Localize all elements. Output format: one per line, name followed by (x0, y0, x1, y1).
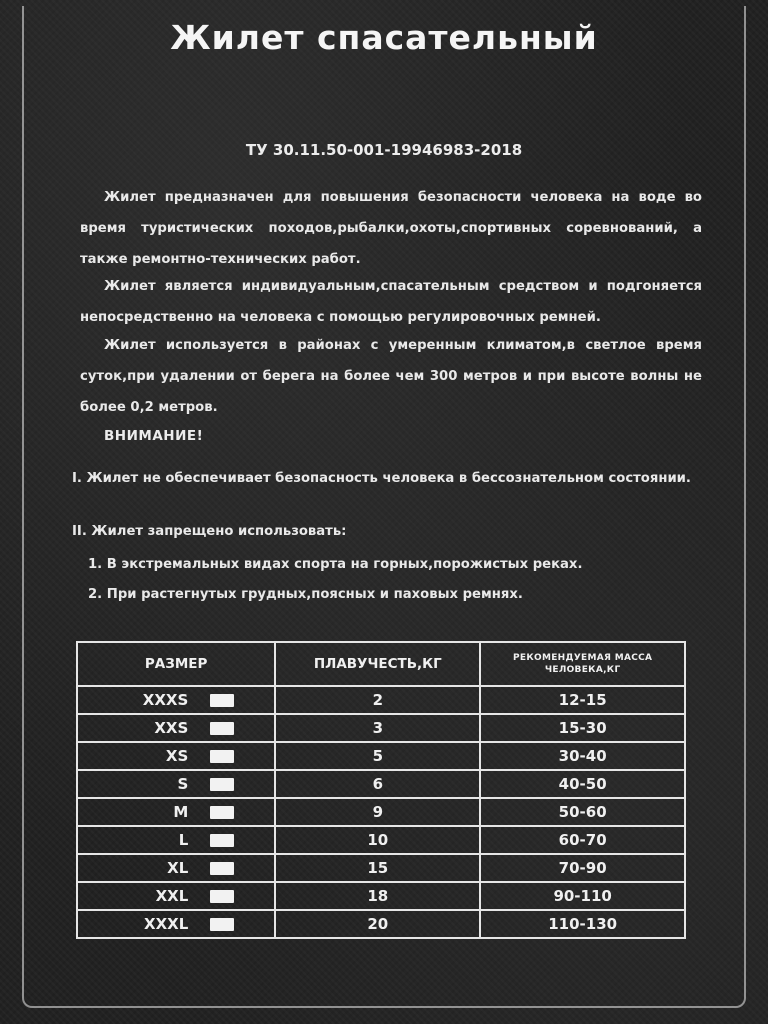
size-cell (77, 798, 275, 826)
table-row (77, 826, 685, 854)
size-cell (77, 910, 275, 938)
size-checkbox (210, 918, 234, 931)
header-recommended-mass (480, 642, 685, 686)
size-checkbox (210, 694, 234, 707)
buoyancy-cell: 20 (275, 910, 480, 938)
buoyancy-cell: 10 (275, 826, 480, 854)
header-buoyancy: ПЛАВУЧЕСТЬ,КГ (275, 642, 480, 686)
size-label: XS (165, 747, 189, 765)
table-row (77, 854, 685, 882)
mass-cell: 90-110 (480, 882, 685, 910)
label-title: Жилет спасательный (170, 18, 598, 57)
table-row (77, 770, 685, 798)
warning-subitem-2: 2. При растегнутых грудных,поясных и паховых ремнях. (88, 587, 523, 602)
buoyancy-cell: 6 (275, 770, 480, 798)
size-label: XXXL (144, 915, 189, 933)
size-label: L (178, 831, 189, 849)
mass-cell: 60-70 (480, 826, 685, 854)
table-row (77, 798, 685, 826)
mass-cell: 40-50 (480, 770, 685, 798)
size-label: XXS (154, 719, 189, 737)
size-label: XXXS (142, 691, 189, 709)
mass-cell: 110-130 (480, 910, 685, 938)
mass-cell: 30-40 (480, 742, 685, 770)
size-checkbox (210, 778, 234, 791)
size-checkbox (210, 890, 234, 903)
table-row (77, 882, 685, 910)
size-label: S (177, 775, 189, 793)
standard-code: ТУ 30.11.50-001-19946983-2018 (245, 141, 523, 159)
table-header-row (77, 642, 685, 686)
table-row (77, 742, 685, 770)
paragraph-fitting: Жилет является индивидуальным,спасательным средством и подгоняется непосредственно на человека с помощью регулировочных ремней. (80, 279, 702, 325)
buoyancy-cell: 3 (275, 714, 480, 742)
table-row (77, 910, 685, 938)
size-cell (77, 882, 275, 910)
size-cell (77, 742, 275, 770)
warning-title: ВНИМАНИЕ! (104, 428, 204, 444)
size-checkbox (210, 722, 234, 735)
header-size: РАЗМЕР (77, 642, 275, 686)
size-cell (77, 826, 275, 854)
buoyancy-cell: 2 (275, 686, 480, 714)
mass-cell: 15-30 (480, 714, 685, 742)
size-cell (77, 770, 275, 798)
table-row (77, 686, 685, 714)
table-row (77, 714, 685, 742)
size-checkbox (210, 834, 234, 847)
size-table (76, 641, 686, 939)
size-checkbox (210, 862, 234, 875)
header-mass-line-1: РЕКОМЕНДУЕМАЯ МАССА (513, 653, 653, 663)
header-mass-line-2: ЧЕЛОВЕКА,КГ (544, 665, 621, 675)
warning-item-1: I. Жилет не обеспечивает безопасность человека в бессознательном состоянии. (72, 471, 691, 486)
mass-cell: 70-90 (480, 854, 685, 882)
paragraph-purpose: Жилет предназначен для повышения безопасности человека на воде во время туристических походов,рыбалки,охоты,спортивных соревнований, а также ремонтно-технических работ. (80, 190, 702, 267)
warning-subitem-1: 1. В экстремальных видах спорта на горных,порожистых реках. (88, 557, 583, 572)
mass-cell: 50-60 (480, 798, 685, 826)
paragraph-conditions: Жилет используется в районах с умеренным климатом,в светлое время суток,при удалении от берега на более чем 300 метров и при высоте волны не более 0,2 метров. (80, 338, 702, 415)
size-checkbox (210, 750, 234, 763)
size-label: XXL (155, 887, 189, 905)
buoyancy-cell: 15 (275, 854, 480, 882)
warning-item-2: II. Жилет запрещено использовать: (72, 524, 347, 539)
size-label: XL (167, 859, 189, 877)
size-cell (77, 686, 275, 714)
size-cell (77, 714, 275, 742)
buoyancy-cell: 5 (275, 742, 480, 770)
size-label: M (173, 803, 189, 821)
buoyancy-cell: 18 (275, 882, 480, 910)
size-checkbox (210, 806, 234, 819)
mass-cell: 12-15 (480, 686, 685, 714)
size-cell (77, 854, 275, 882)
buoyancy-cell: 9 (275, 798, 480, 826)
